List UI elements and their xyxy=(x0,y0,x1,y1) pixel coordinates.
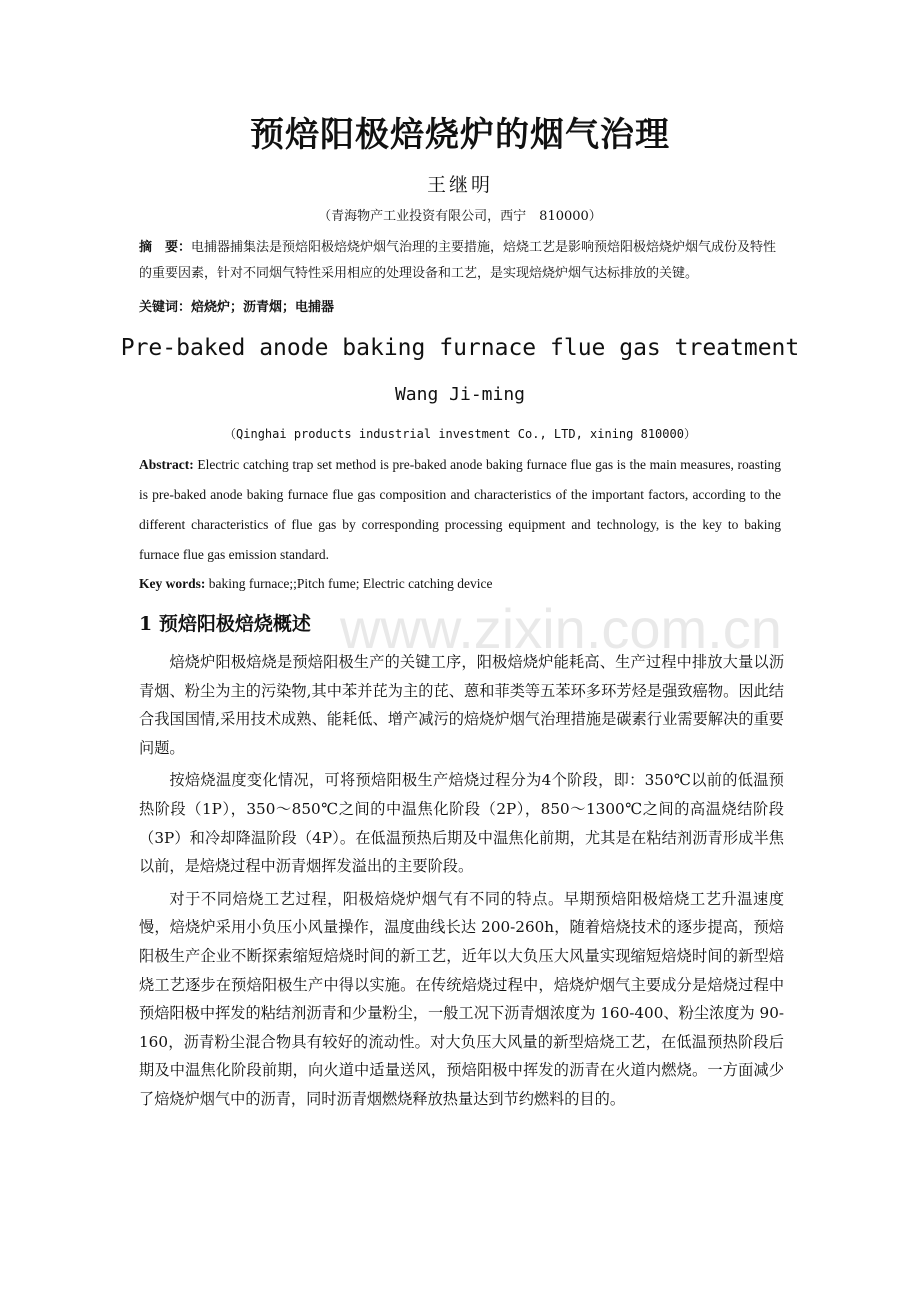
affiliation-cn: （青海物产工业投资有限公司，西宁 810000） xyxy=(318,209,602,224)
keywords-en xyxy=(139,573,493,595)
paper-title-en: Pre-baked anode baking furnace flue gas treatment xyxy=(120,335,800,361)
section-heading: 1 预焙阳极焙烧概述 xyxy=(139,613,311,635)
affiliation-en: （Qinghai products industrial investment Co., LTD, xining 810000） xyxy=(224,427,696,441)
keywords-en-text: baking furnace;;Pitch fume; Electric catching device xyxy=(205,576,493,591)
abstract-cn-label: 摘 要： xyxy=(139,240,192,255)
watermark: www.zixin.com.cn xyxy=(340,597,782,660)
body-paragraph: 焙烧炉阳极焙烧是预焙阳极生产的关键工序，阳极焙烧炉能耗高、生产过程中排放大量以沥青烟、粉尘为主的污染物,其中苯并芘为主的芘、蒽和菲类等五苯环多环芳烃是强致癌物。因此结合我国国情,采用技术成熟、能耗低、增产减污的焙烧炉烟气治理措施是碳素行业需要解决的重要问题。 xyxy=(139,653,784,757)
abstract-en xyxy=(139,450,781,570)
section-body xyxy=(139,648,784,1118)
keywords-cn: 关键词：焙烧炉；沥青烟；电捕器 xyxy=(139,300,335,315)
paper-title-cn: 预焙阳极焙烧炉的烟气治理 xyxy=(250,115,670,155)
author-name-cn: 王继明 xyxy=(426,174,493,196)
body-paragraph: 按焙烧温度变化情况，可将预焙阳极生产焙烧过程分为4个阶段，即：350℃以前的低温预热阶段（1P），350～850℃之间的中温焦化阶段（2P），850～1300℃之间的高温烧结阶段（3P）和冷却降温阶段（4P）。在低温预热后期及中温焦化前期，尤其是在粘结剂沥青形成半焦以前，是焙烧过程中沥青烟挥发溢出的主要阶段。 xyxy=(139,771,784,876)
abstract-en-text: Electric catching trap set method is pre-baked anode baking furnace flue gas is the main measures, roasting is pre-baked anode baking furnace flue gas composition and characteristics of the important factors, according to the different characteristics of flue gas by corresponding processing equipment and technology, is the key to baking furnace flue gas emission standard. xyxy=(139,457,781,562)
body-paragraph: 对于不同焙烧工艺过程，阳极焙烧炉烟气有不同的特点。早期预焙阳极焙烧工艺升温速度慢，焙烧炉采用小负压小风量操作，温度曲线长达 200-260h，随着焙烧技术的逐步提高，预焙阳极生产企业不断探索缩短焙烧时间的新工艺，近年以大负压大风量实现缩短焙烧时间的新型焙烧工艺逐步在预焙阳极生产中得以实施。在传统焙烧过程中，焙烧炉烟气主要成分是焙烧过程中预焙阳极中挥发的粘结剂沥青和少量粉尘，一般工况下沥青烟浓度为 160-400、粉尘浓度为 90-160，沥青粉尘混合物具有较好的流动性。对大负压大风量的新型焙烧工艺，在低温预热阶段后期及中温焦化阶段前期，向火道中适量送风，预焙阳极中挥发的沥青在火道内燃烧。一方面减少了焙烧炉烟气中的沥青，同时沥青烟燃烧释放热量达到节约燃料的目的。 xyxy=(139,889,784,1108)
abstract-en-label: Abstract: xyxy=(139,457,194,472)
abstract-cn xyxy=(139,235,784,287)
keywords-en-label: Key words: xyxy=(139,576,206,591)
abstract-cn-text: 电捕器捕集法是预焙阳极焙烧炉烟气治理的主要措施，焙烧工艺是影响预焙阳极焙烧炉烟气成份及特性的重要因素，针对不同烟气特性采用相应的处理设备和工艺，是实现焙烧炉烟气达标排放的关键。 xyxy=(139,240,777,281)
author-name-en: Wang Ji-ming xyxy=(394,384,526,405)
